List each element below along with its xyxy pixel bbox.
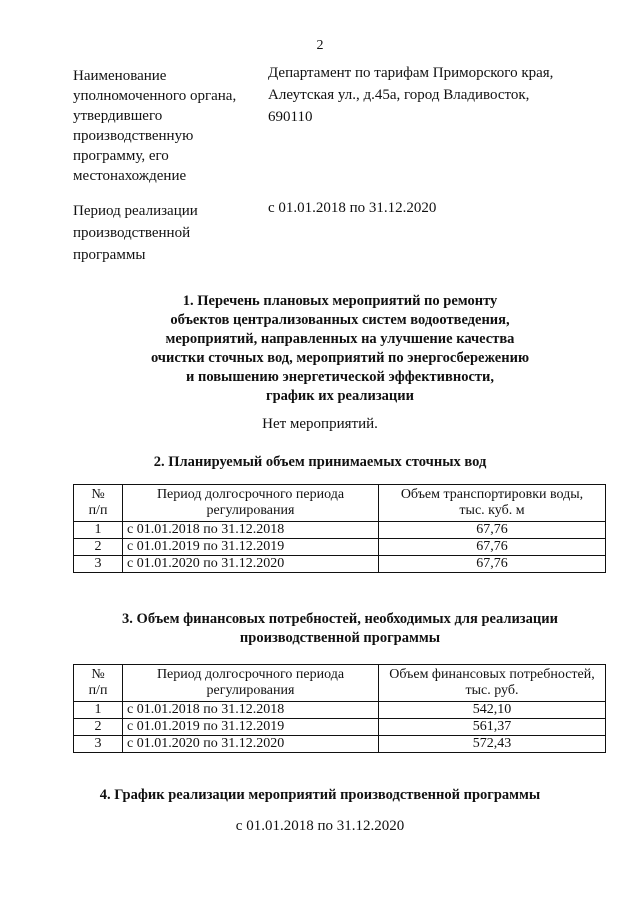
section1-title: [120, 292, 560, 406]
table-row: [74, 556, 606, 573]
table-row: [74, 719, 606, 736]
financial-needs-table: [73, 664, 606, 753]
header-value: [379, 665, 606, 702]
authority-label-line: Наименование: [73, 68, 167, 84]
header-period: [123, 485, 379, 522]
authority-label: [73, 66, 253, 186]
header-period-line: Период долгосрочного периода: [156, 487, 345, 502]
table-header-row: [74, 485, 606, 522]
row-num: 3: [74, 556, 123, 573]
section3-title: [70, 610, 610, 648]
section1-note: Нет мероприятий.: [262, 416, 378, 432]
authority-label-line: производственную: [73, 128, 194, 144]
header-value-line: тыс. руб.: [465, 683, 519, 698]
section1-title-line: 1. Перечень плановых мероприятий по ремонту: [182, 293, 498, 309]
section1-title-line: объектов централизованных систем водоотведения,: [170, 312, 510, 328]
row-period: с 01.01.2020 по 31.12.2020: [123, 736, 379, 753]
header-period-line: регулирования: [206, 503, 295, 518]
section4-period: с 01.01.2018 по 31.12.2020: [235, 818, 405, 834]
wastewater-volume-table: [73, 484, 606, 573]
table-row: [74, 539, 606, 556]
header-value-line: Объем транспортировки воды,: [400, 487, 584, 502]
authority-value: [268, 62, 568, 128]
row-value: 572,43: [379, 736, 606, 753]
row-period: с 01.01.2018 по 31.12.2018: [123, 702, 379, 719]
period-label: [73, 200, 253, 266]
row-value: 542,10: [379, 702, 606, 719]
header-value: [379, 485, 606, 522]
table-header-row: [74, 665, 606, 702]
row-period: с 01.01.2020 по 31.12.2020: [123, 556, 379, 573]
section1-title-line: и повышению энергетической эффективности,: [186, 369, 494, 385]
header-period-line: Период долгосрочного периода: [156, 667, 345, 682]
section1-title-line: очистки сточных вод, мероприятий по энергосбережению: [150, 350, 530, 366]
header-value-line: тыс. куб. м: [459, 503, 525, 518]
table-row: [74, 522, 606, 539]
authority-label-line: утвердившего: [73, 108, 163, 124]
header-value-line: Объем финансовых потребностей,: [389, 667, 595, 682]
authority-label-line: уполномоченного органа,: [73, 88, 237, 104]
header-num: [74, 665, 123, 702]
row-value: 561,37: [379, 719, 606, 736]
authority-label-line: программу, его: [73, 148, 169, 164]
header-num-line: п/п: [88, 683, 108, 698]
authority-value-line: Алеутская ул., д.45а, город Владивосток,: [268, 87, 530, 103]
header-period: [123, 665, 379, 702]
row-num: 1: [74, 702, 123, 719]
authority-value-line: 690110: [268, 109, 313, 125]
section4-title: 4. График реализации мероприятий производственной программы: [99, 787, 541, 803]
row-period: с 01.01.2019 по 31.12.2019: [123, 719, 379, 736]
row-num: 2: [74, 539, 123, 556]
table-row: [74, 702, 606, 719]
table-row: [74, 736, 606, 753]
row-num: 2: [74, 719, 123, 736]
section3-title-line: 3. Объем финансовых потребностей, необходимых для реализации: [122, 611, 558, 627]
section2-title: 2. Планируемый объем принимаемых сточных вод: [153, 454, 487, 470]
header-num-line: №: [91, 487, 105, 502]
authority-value-line: Департамент по тарифам Приморского края,: [268, 65, 554, 81]
section1-title-line: мероприятий, направленных на улучшение качества: [165, 331, 515, 347]
section3-title-line: производственной программы: [239, 630, 441, 646]
row-value: 67,76: [379, 522, 606, 539]
row-period: с 01.01.2019 по 31.12.2019: [123, 539, 379, 556]
period-label-line: программы: [73, 247, 146, 263]
page-number: 2: [316, 38, 324, 53]
row-value: 67,76: [379, 556, 606, 573]
period-label-line: Период реализации: [73, 203, 198, 219]
header-period-line: регулирования: [206, 683, 295, 698]
period-value: с 01.01.2018 по 31.12.2020: [268, 200, 437, 216]
header-num-line: п/п: [88, 503, 108, 518]
row-value: 67,76: [379, 539, 606, 556]
header-num-line: №: [91, 667, 105, 682]
period-label-line: производственной: [73, 225, 191, 241]
header-num: [74, 485, 123, 522]
section1-title-line: график их реализации: [265, 388, 414, 404]
row-num: 1: [74, 522, 123, 539]
row-num: 3: [74, 736, 123, 753]
authority-label-line: местонахождение: [73, 168, 187, 184]
row-period: с 01.01.2018 по 31.12.2018: [123, 522, 379, 539]
